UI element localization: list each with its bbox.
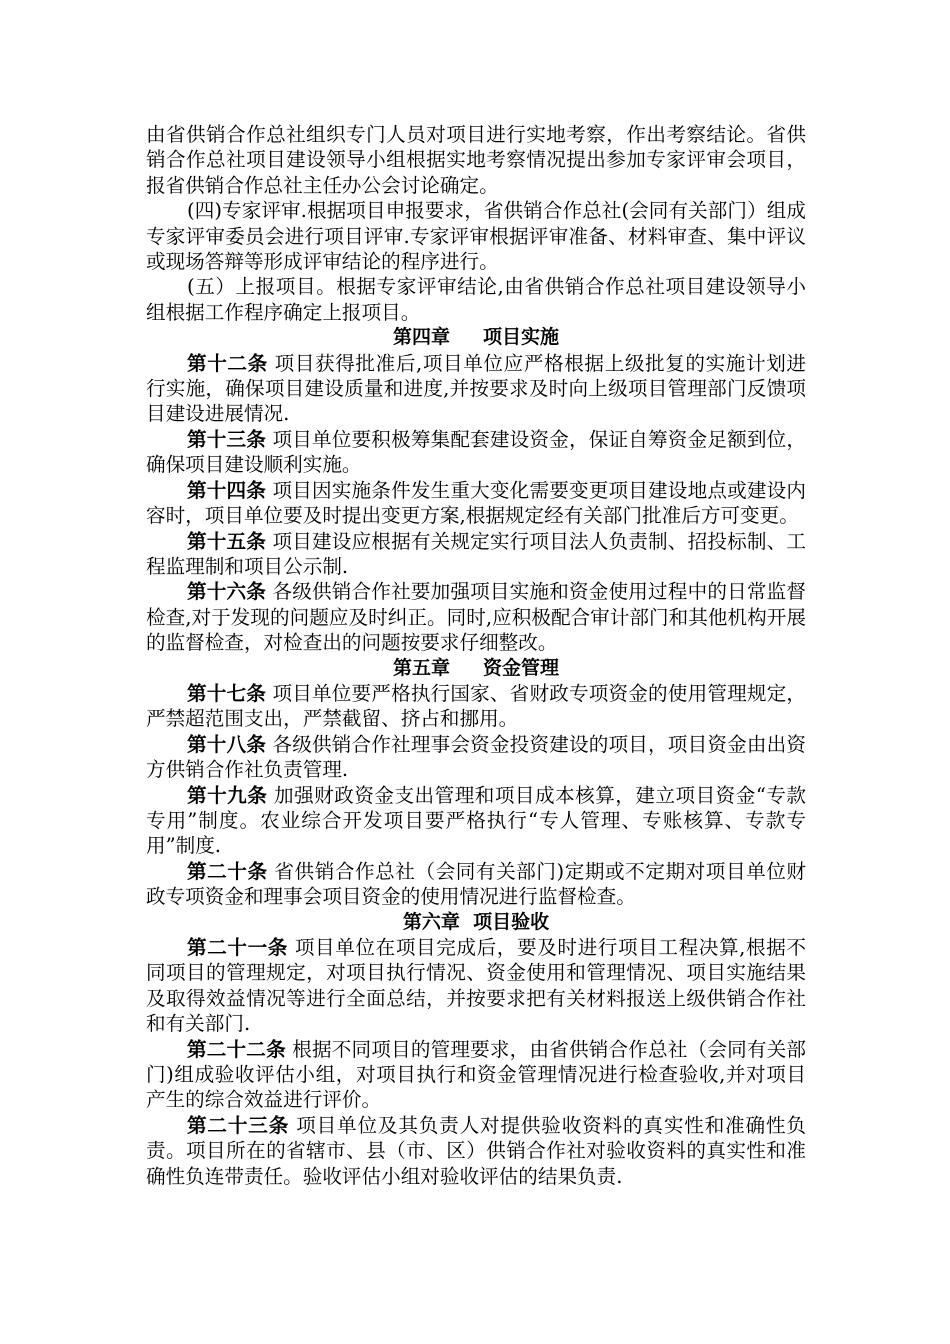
article-text: 省供销合作总社（会同有关部门)定期或不定期对项目单位财政专项资金和理事会项目资金的使用情况进行监督检查。 bbox=[146, 859, 806, 909]
article-label: 第十二条 bbox=[187, 351, 268, 375]
article-paragraph bbox=[146, 478, 806, 529]
article-label: 第十四条 bbox=[187, 478, 267, 502]
article-text: 项目因实施条件发生重大变化需要变更项目建设地点或建设内容时，项目单位要及时提出变更方案,根据规定经有关部门批准后方可变更。 bbox=[146, 478, 807, 528]
article-paragraph bbox=[146, 783, 806, 859]
article-paragraph bbox=[146, 732, 806, 783]
article-text: 项目获得批准后,项目单位应严格根据上级批复的实施计划进行实施，确保项目建设质量和进度,并按要求及时向上级项目管理部门反馈项目建设进展情况. bbox=[146, 351, 806, 426]
article-text: 项目单位在项目完成后，要及时进行项目工程决算,根据不同项目的管理规定，对项目执行情况、资金使用和管理情况、项目实施结果及取得效益情况等进行全面总结，并按要求把有关材料报送上级供销合作社和有关部门. bbox=[146, 936, 806, 1036]
article-text: 项目单位要积极筹集配套建设资金，保证自筹资金足额到位，确保项目建设顺利实施。 bbox=[146, 427, 807, 477]
article-text: 各级供销合作社理事会资金投资建设的项目，项目资金由出资方供销合作社负责管理. bbox=[146, 732, 807, 782]
article-paragraph bbox=[146, 351, 806, 427]
article-label: 第二十三条 bbox=[187, 1113, 290, 1137]
article-paragraph bbox=[146, 1037, 806, 1113]
article-label: 第十五条 bbox=[187, 529, 267, 553]
article-paragraph bbox=[146, 529, 806, 580]
article-label: 第二十二条 bbox=[187, 1037, 286, 1061]
article-text: 项目单位要严格执行国家、省财政专项资金的使用管理规定，严禁超范围支出，严禁截留、挤占和挪用。 bbox=[146, 681, 807, 731]
article-text: 项目单位及其负责人对提供验收资料的真实性和准确性负责。项目所在的省辖市、县（市、区）供销合作社对验收资料的真实性和准确性负连带责任。验收评估小组对验收评估的结果负责. bbox=[146, 1113, 807, 1188]
article-label: 第十三条 bbox=[187, 427, 267, 451]
body-paragraph: (四)专家评审.根据项目申报要求，省供销合作总社(会同有关部门）组成专家评审委员会进行项目评审.专家评审根据评审准备、材料审查、集中评议或现场答辩等形成评审结论的程序进行。 bbox=[146, 199, 806, 274]
article-text: 项目建设应根据有关规定实行项目法人负责制、招投标制、工程监理制和项目公示制. bbox=[146, 529, 807, 578]
article-text: 各级供销合作社要加强项目实施和资金使用过程中的日常监督检查,对于发现的问题应及时纠正。同时,应积极配合审计部门和其他机构开展的监督检查，对检查出的问题按要求仔细整改。 bbox=[146, 580, 807, 655]
chapter-heading: 第五章 资金管理 bbox=[392, 656, 560, 679]
chapter-heading: 第六章 项目验收 bbox=[402, 910, 550, 933]
article-paragraph bbox=[146, 859, 806, 910]
chapter-heading: 第四章 项目实施 bbox=[392, 326, 560, 349]
article-label: 第十六条 bbox=[187, 580, 267, 604]
article-label: 第十七条 bbox=[187, 681, 267, 705]
article-label: 第十八条 bbox=[187, 732, 267, 756]
article-paragraph bbox=[146, 681, 806, 732]
article-text: 加强财政资金支出管理和项目成本核算，建立项目资金“专款专用”制度。农业综合开发项目要严格执行“专人管理、专账核算、专款专用”制度. bbox=[146, 783, 807, 858]
article-paragraph bbox=[146, 579, 806, 655]
article-label: 第二十条 bbox=[187, 859, 268, 883]
document-page bbox=[146, 122, 806, 1189]
article-label: 第二十一条 bbox=[187, 936, 288, 959]
article-paragraph bbox=[146, 935, 806, 1037]
article-label: 第十九条 bbox=[187, 783, 268, 807]
article-paragraph bbox=[146, 1113, 806, 1189]
article-text: 根据不同项目的管理要求，由省供销合作总社（会同有关部门)组成验收评估小组，对项目执行和资金管理情况进行检查验收,并对项目产生的综合效益进行评价。 bbox=[146, 1037, 807, 1112]
body-paragraph: 由省供销合作总社组织专门人员对项目进行实地考察，作出考察结论。省供销合作总社项目建设领导小组根据实地考察情况提出参加专家评审会项目，报省供销合作总社主任办公会讨论确定。 bbox=[146, 123, 806, 197]
article-paragraph bbox=[146, 427, 806, 478]
body-paragraph: (五）上报项目。根据专家评审结论,由省供销合作总社项目建设领导小组根据工作程序确定上报项目。 bbox=[146, 275, 806, 324]
